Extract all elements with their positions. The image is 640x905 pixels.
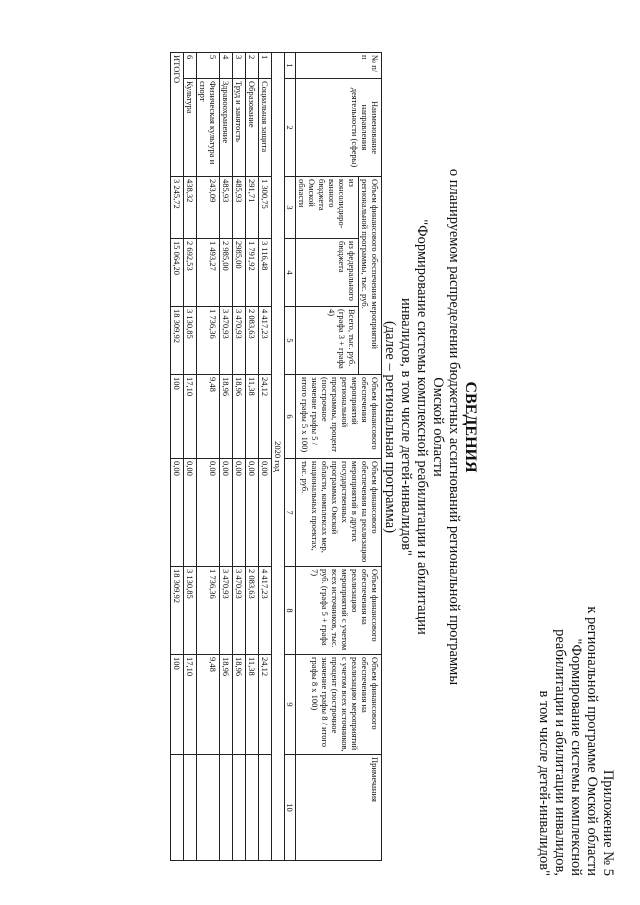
heading-line: "Формирование системы комплексной реабилитации и абилитации <box>414 219 430 635</box>
row-cell: 17,10 <box>184 655 197 755</box>
table-row <box>259 53 272 861</box>
row-number: 5 <box>197 53 220 79</box>
column-number: 9 <box>285 655 296 755</box>
header-share-all: Объем финансового обеспечения на реализацию мероприятий с учетом всех источников, процент (построчное значение графы 8 / итого графы 8 х 100) <box>296 655 382 755</box>
header-federal: из федерального бюджета <box>296 239 359 307</box>
row-cell: 1 736,36 <box>197 567 220 655</box>
row-cell: 2 692,53 <box>184 239 197 307</box>
row-cell: 3 130,85 <box>184 567 197 655</box>
row-number: 2 <box>246 53 259 79</box>
row-cell: 1 736,36 <box>197 307 220 375</box>
column-number: 1 <box>285 53 296 79</box>
row-cell: 18,96 <box>233 375 246 459</box>
row-direction-name: Физическая культура и спорт <box>197 79 220 177</box>
header-notes: Примечания <box>296 755 382 861</box>
column-number: 7 <box>285 459 296 567</box>
table-row <box>233 53 246 861</box>
appendix-line: "Формирование системы комплексной <box>568 638 584 876</box>
header-all-sources: Объем финансового обеспечения на реализацию мероприятий с учетом всех источников, тыс. руб. (графа 5 + графа 7) <box>296 567 382 655</box>
row-number: 3 <box>233 53 246 79</box>
row-cell: 2 083,63 <box>246 307 259 375</box>
row-cell: 3 470,93 <box>233 567 246 655</box>
column-number: 3 <box>285 177 296 239</box>
document-page <box>20 22 620 882</box>
row-direction-name: Культура <box>184 79 197 177</box>
row-cell: 18,96 <box>220 655 233 755</box>
header-direction: Наименование направления деятельности (сферы) <box>296 79 382 177</box>
row-cell: 11,38 <box>246 655 259 755</box>
total-cell: 100 <box>171 655 184 755</box>
row-cell <box>259 755 272 861</box>
row-cell: 0,00 <box>246 459 259 567</box>
total-cell: 15 064,20 <box>171 239 184 307</box>
total-label: ИТОГО <box>171 53 184 177</box>
row-number: 1 <box>259 53 272 79</box>
document-heading <box>382 147 478 707</box>
row-cell: 0,00 <box>184 459 197 567</box>
row-cell: 9,48 <box>197 375 220 459</box>
header-total: Всего, тыс. руб. (графа 3 + графа 4) <box>296 307 359 375</box>
appendix-line: реабилитации и абилитации инвалидов, <box>552 629 568 876</box>
row-cell: 3 470,93 <box>233 307 246 375</box>
header-funding-group: Объем финансового обеспечения мероприятий региональной программы, тыс. руб. <box>359 177 382 375</box>
row-cell: 18,96 <box>220 375 233 459</box>
row-cell: 1 300,75 <box>259 177 272 239</box>
row-cell: 24,12 <box>259 375 272 459</box>
row-cell: 0,00 <box>259 459 272 567</box>
table-body <box>184 53 272 861</box>
row-number: 6 <box>184 53 197 79</box>
year-label: 2020 год <box>272 53 285 861</box>
column-number: 5 <box>285 307 296 375</box>
budget-table <box>170 52 382 861</box>
row-number: 4 <box>220 53 233 79</box>
row-cell: 17,10 <box>184 375 197 459</box>
row-cell: 291,71 <box>246 177 259 239</box>
total-cell: 100 <box>171 375 184 459</box>
row-cell: 3 470,93 <box>220 307 233 375</box>
row-cell: 0,00 <box>220 459 233 567</box>
appendix-line: в том числе детей-инвалидов" <box>536 690 552 876</box>
header-other-programs: Объем финансового обеспечения на реализацию мероприятий в других государственных программах Омской области, комплексах мер, национальных проектах, тыс. руб. <box>296 459 382 567</box>
column-number-row <box>285 53 296 861</box>
total-cell <box>171 755 184 861</box>
row-direction-name: Труд и занятость <box>233 79 246 177</box>
appendix-line: Приложение № 5 <box>600 769 616 876</box>
row-cell: 2 985,00 <box>220 239 233 307</box>
row-cell: 485,93 <box>233 177 246 239</box>
heading-line: инвалидов, в том числе детей-инвалидов" <box>398 298 414 556</box>
row-direction-name: Социальная защита <box>259 79 272 177</box>
appendix-header <box>536 426 616 876</box>
row-cell: 485,93 <box>220 177 233 239</box>
total-cell: 18 309,92 <box>171 307 184 375</box>
year-row <box>272 53 285 861</box>
row-cell <box>246 755 259 861</box>
row-cell: 1 493,27 <box>197 239 220 307</box>
table-row <box>184 53 197 861</box>
row-cell <box>233 755 246 861</box>
row-cell: 4 417,23 <box>259 567 272 655</box>
row-cell: 0,00 <box>197 459 220 567</box>
row-cell: 11,38 <box>246 375 259 459</box>
total-row <box>171 53 184 861</box>
appendix-line: к региональной программе Омской области <box>584 606 600 876</box>
total-cell: 3 245,72 <box>171 177 184 239</box>
row-direction-name: Здравоохранение <box>220 79 233 177</box>
column-number: 10 <box>285 755 296 861</box>
header-num: № п/п <box>296 53 382 79</box>
row-cell: 2 083,63 <box>246 567 259 655</box>
total-cell: 18 309,92 <box>171 567 184 655</box>
column-number: 6 <box>285 375 296 459</box>
row-cell: 9,48 <box>197 655 220 755</box>
column-number: 4 <box>285 239 296 307</box>
row-cell: 24,12 <box>259 655 272 755</box>
table-row <box>220 53 233 861</box>
header-consolidated: из консолидиро-ванного бюджета Омской области <box>296 177 359 239</box>
row-cell: 438,32 <box>184 177 197 239</box>
row-cell: 18,96 <box>233 655 246 755</box>
column-number: 8 <box>285 567 296 655</box>
row-cell: 1 791,92 <box>246 239 259 307</box>
row-cell <box>220 755 233 861</box>
row-cell <box>184 755 197 861</box>
row-cell: 3 116,48 <box>259 239 272 307</box>
table-row <box>246 53 259 861</box>
row-cell <box>197 755 220 861</box>
heading-line: о планируемом распределении бюджетных ассигнований региональной программы Омской области <box>430 168 462 686</box>
column-number: 2 <box>285 79 296 177</box>
row-cell: 243,09 <box>197 177 220 239</box>
row-cell: 3 130,85 <box>184 307 197 375</box>
row-cell: 4 417,23 <box>259 307 272 375</box>
row-cell: 0,00 <box>233 459 246 567</box>
heading-line: (далее – региональная программа) <box>382 320 398 534</box>
row-cell: 3 470,93 <box>220 567 233 655</box>
header-share-program: Объем финансового обеспечения мероприятий региональной программы, процент (построчное значение графы 5 / итого графы 5 х 100) <box>296 375 382 459</box>
document-title: СВЕДЕНИЯ <box>462 381 479 473</box>
row-direction-name: Образование <box>246 79 259 177</box>
table-row <box>197 53 220 861</box>
row-cell: 2985,00 <box>233 239 246 307</box>
total-cell: 0,00 <box>171 459 184 567</box>
